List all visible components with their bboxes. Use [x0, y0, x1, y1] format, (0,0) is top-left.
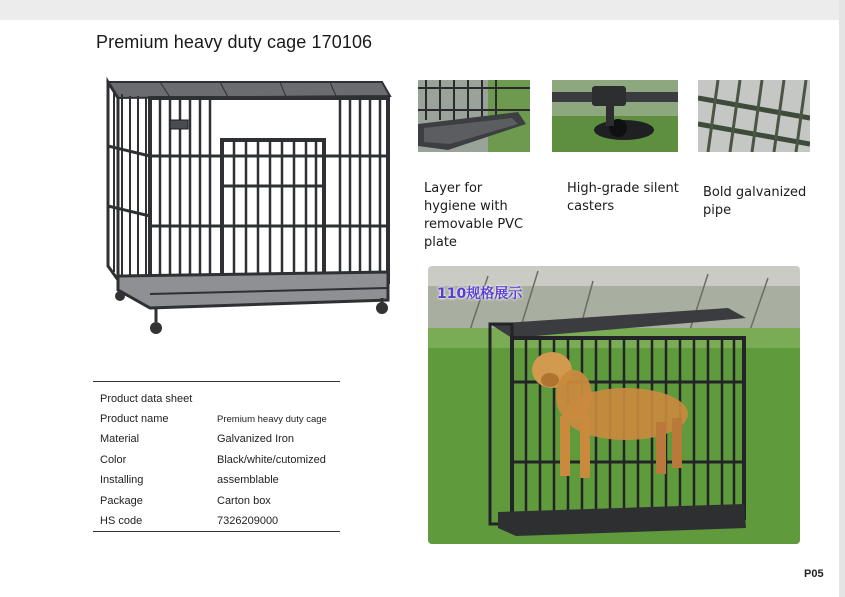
dog-in-cage-photo — [428, 266, 800, 544]
data-sheet-heading: Product data sheet — [100, 393, 193, 405]
data-sheet-row — [100, 413, 340, 429]
feature-caption-pipe: Bold galvanized pipe — [703, 185, 807, 218]
row-value: assemblable — [217, 474, 279, 486]
row-value: 7326209000 — [217, 515, 279, 527]
row-value: Galvanized Iron — [217, 433, 295, 445]
row-label: HS code — [100, 515, 143, 527]
pipe-thumbnail — [698, 80, 810, 152]
data-sheet-row — [100, 454, 340, 470]
product-data-sheet — [93, 381, 340, 532]
row-label: Package — [100, 495, 143, 507]
cage-product-photo — [100, 76, 400, 344]
data-sheet-row — [100, 433, 340, 449]
data-sheet-row — [100, 495, 340, 511]
row-value: Carton box — [217, 495, 271, 507]
tray-thumbnail — [418, 80, 530, 152]
right-band — [839, 0, 845, 597]
top-band — [0, 0, 845, 20]
page-title: Premium heavy duty cage 170106 — [96, 32, 373, 52]
row-label: Product name — [100, 413, 169, 425]
size-display-label: 110规格展示 — [437, 286, 523, 302]
row-label: Installing — [100, 474, 144, 486]
feature-caption-tray: Layer for hygiene with removable PVC plate — [424, 181, 524, 250]
page-number: P05 — [804, 568, 824, 580]
data-sheet-row — [100, 515, 340, 531]
feature-caption-casters: High-grade silent casters — [567, 181, 679, 214]
row-label: Color — [100, 454, 127, 466]
row-label: Material — [100, 433, 140, 445]
row-value: Black/white/cutomized — [217, 454, 326, 466]
caster-thumbnail — [552, 80, 678, 152]
data-sheet-row — [100, 474, 340, 490]
row-value: Premium heavy duty cage — [217, 414, 327, 425]
